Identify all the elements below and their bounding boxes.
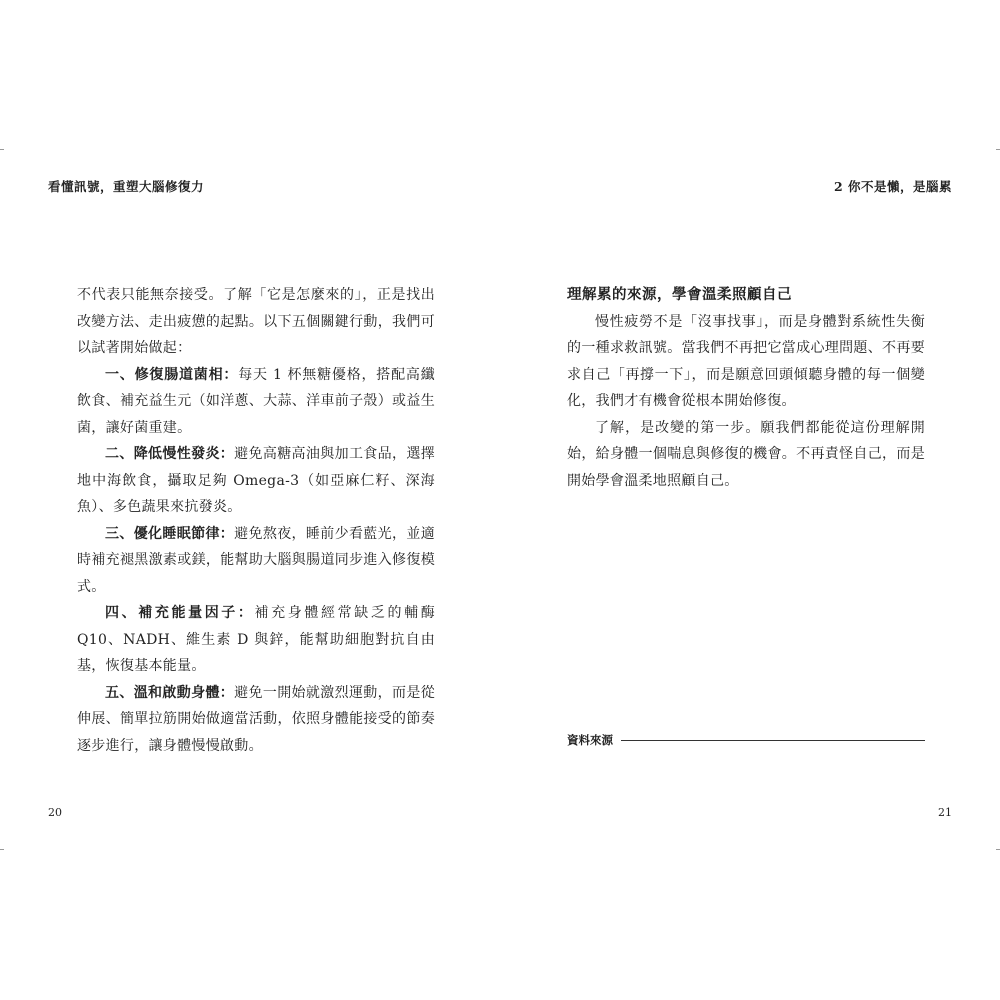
right-body-text — [567, 282, 925, 494]
intro-paragraph: 不代表只能無奈接受。了解「它是怎麼來的」，正是找出改變方法、走出疲憊的起點。以下五個關鍵行動，我們可以試著開始做起： — [77, 287, 435, 356]
list-item — [77, 600, 435, 680]
right-page — [500, 0, 1000, 1000]
item-text: 避免高糖高油與加工食品，選擇地中海飲食，攝取足夠 Omega-3（如亞麻仁籽、深海魚）、多色蔬果來抗發炎。 — [77, 446, 436, 515]
item-heading: 三、優化睡眠節律： — [105, 525, 235, 542]
sources-header — [567, 731, 925, 749]
body-paragraph: 慢性疲勞不是「沒事找事」，而是身體對系統性失衡的一種求救訊號。當我們不再把它當成心理問題、不再要求自己「再撐一下」，而是願意回頭傾聽身體的每一個變化，我們才有機會從根本開始修復。 — [567, 313, 925, 409]
page-number-right: 21 — [938, 806, 952, 819]
item-text: 每天 1 杯無糖優格，搭配高纖飲食、補充益生元（如洋蔥、大蒜、洋車前子殼）或益生菌，讓好菌重建。 — [77, 366, 436, 436]
item-text: 補充身體經常缺乏的輔酶 Q10、NADH、維生素 D 與鋅，能幫助細胞對抗自由基，恢復基本能量。 — [77, 605, 435, 674]
item-text: 避免熬夜，睡前少看藍光，並適時補充褪黑激素或鎂，能幫助大腦與腸道同步進入修復模式。 — [77, 525, 436, 595]
item-heading: 二、降低慢性發炎： — [105, 446, 235, 462]
list-item — [77, 362, 435, 442]
item-heading: 五、溫和啟動身體： — [105, 684, 235, 701]
sources-rule — [621, 740, 925, 741]
running-head-right: 2 你不是懶，是腦累 — [833, 179, 952, 194]
list-item — [77, 441, 435, 521]
section-heading: 理解累的來源，學會溫柔照顧自己 — [567, 287, 792, 303]
list-item — [77, 680, 435, 760]
page-number-left: 20 — [48, 806, 62, 819]
item-heading: 四、補充能量因子： — [105, 605, 255, 621]
sources-label: 資料來源 — [567, 733, 613, 747]
item-heading: 一、修復腸道菌相： — [105, 366, 239, 383]
left-body-text — [77, 282, 435, 759]
item-text: 避免一開始就激烈運動，而是從伸展、簡單拉筋開始做適當活動，依照身體能接受的節奏逐步進行，讓身體慢慢啟動。 — [77, 684, 436, 754]
body-paragraph: 了解，是改變的第一步。願我們都能從這份理解開始，給身體一個喘息與修復的機會。不再責怪自己，而是開始學會溫柔地照顧自己。 — [567, 419, 925, 489]
running-head-left: 看懂訊號，重塑大腦修復力 — [48, 179, 205, 194]
list-item — [77, 521, 435, 601]
